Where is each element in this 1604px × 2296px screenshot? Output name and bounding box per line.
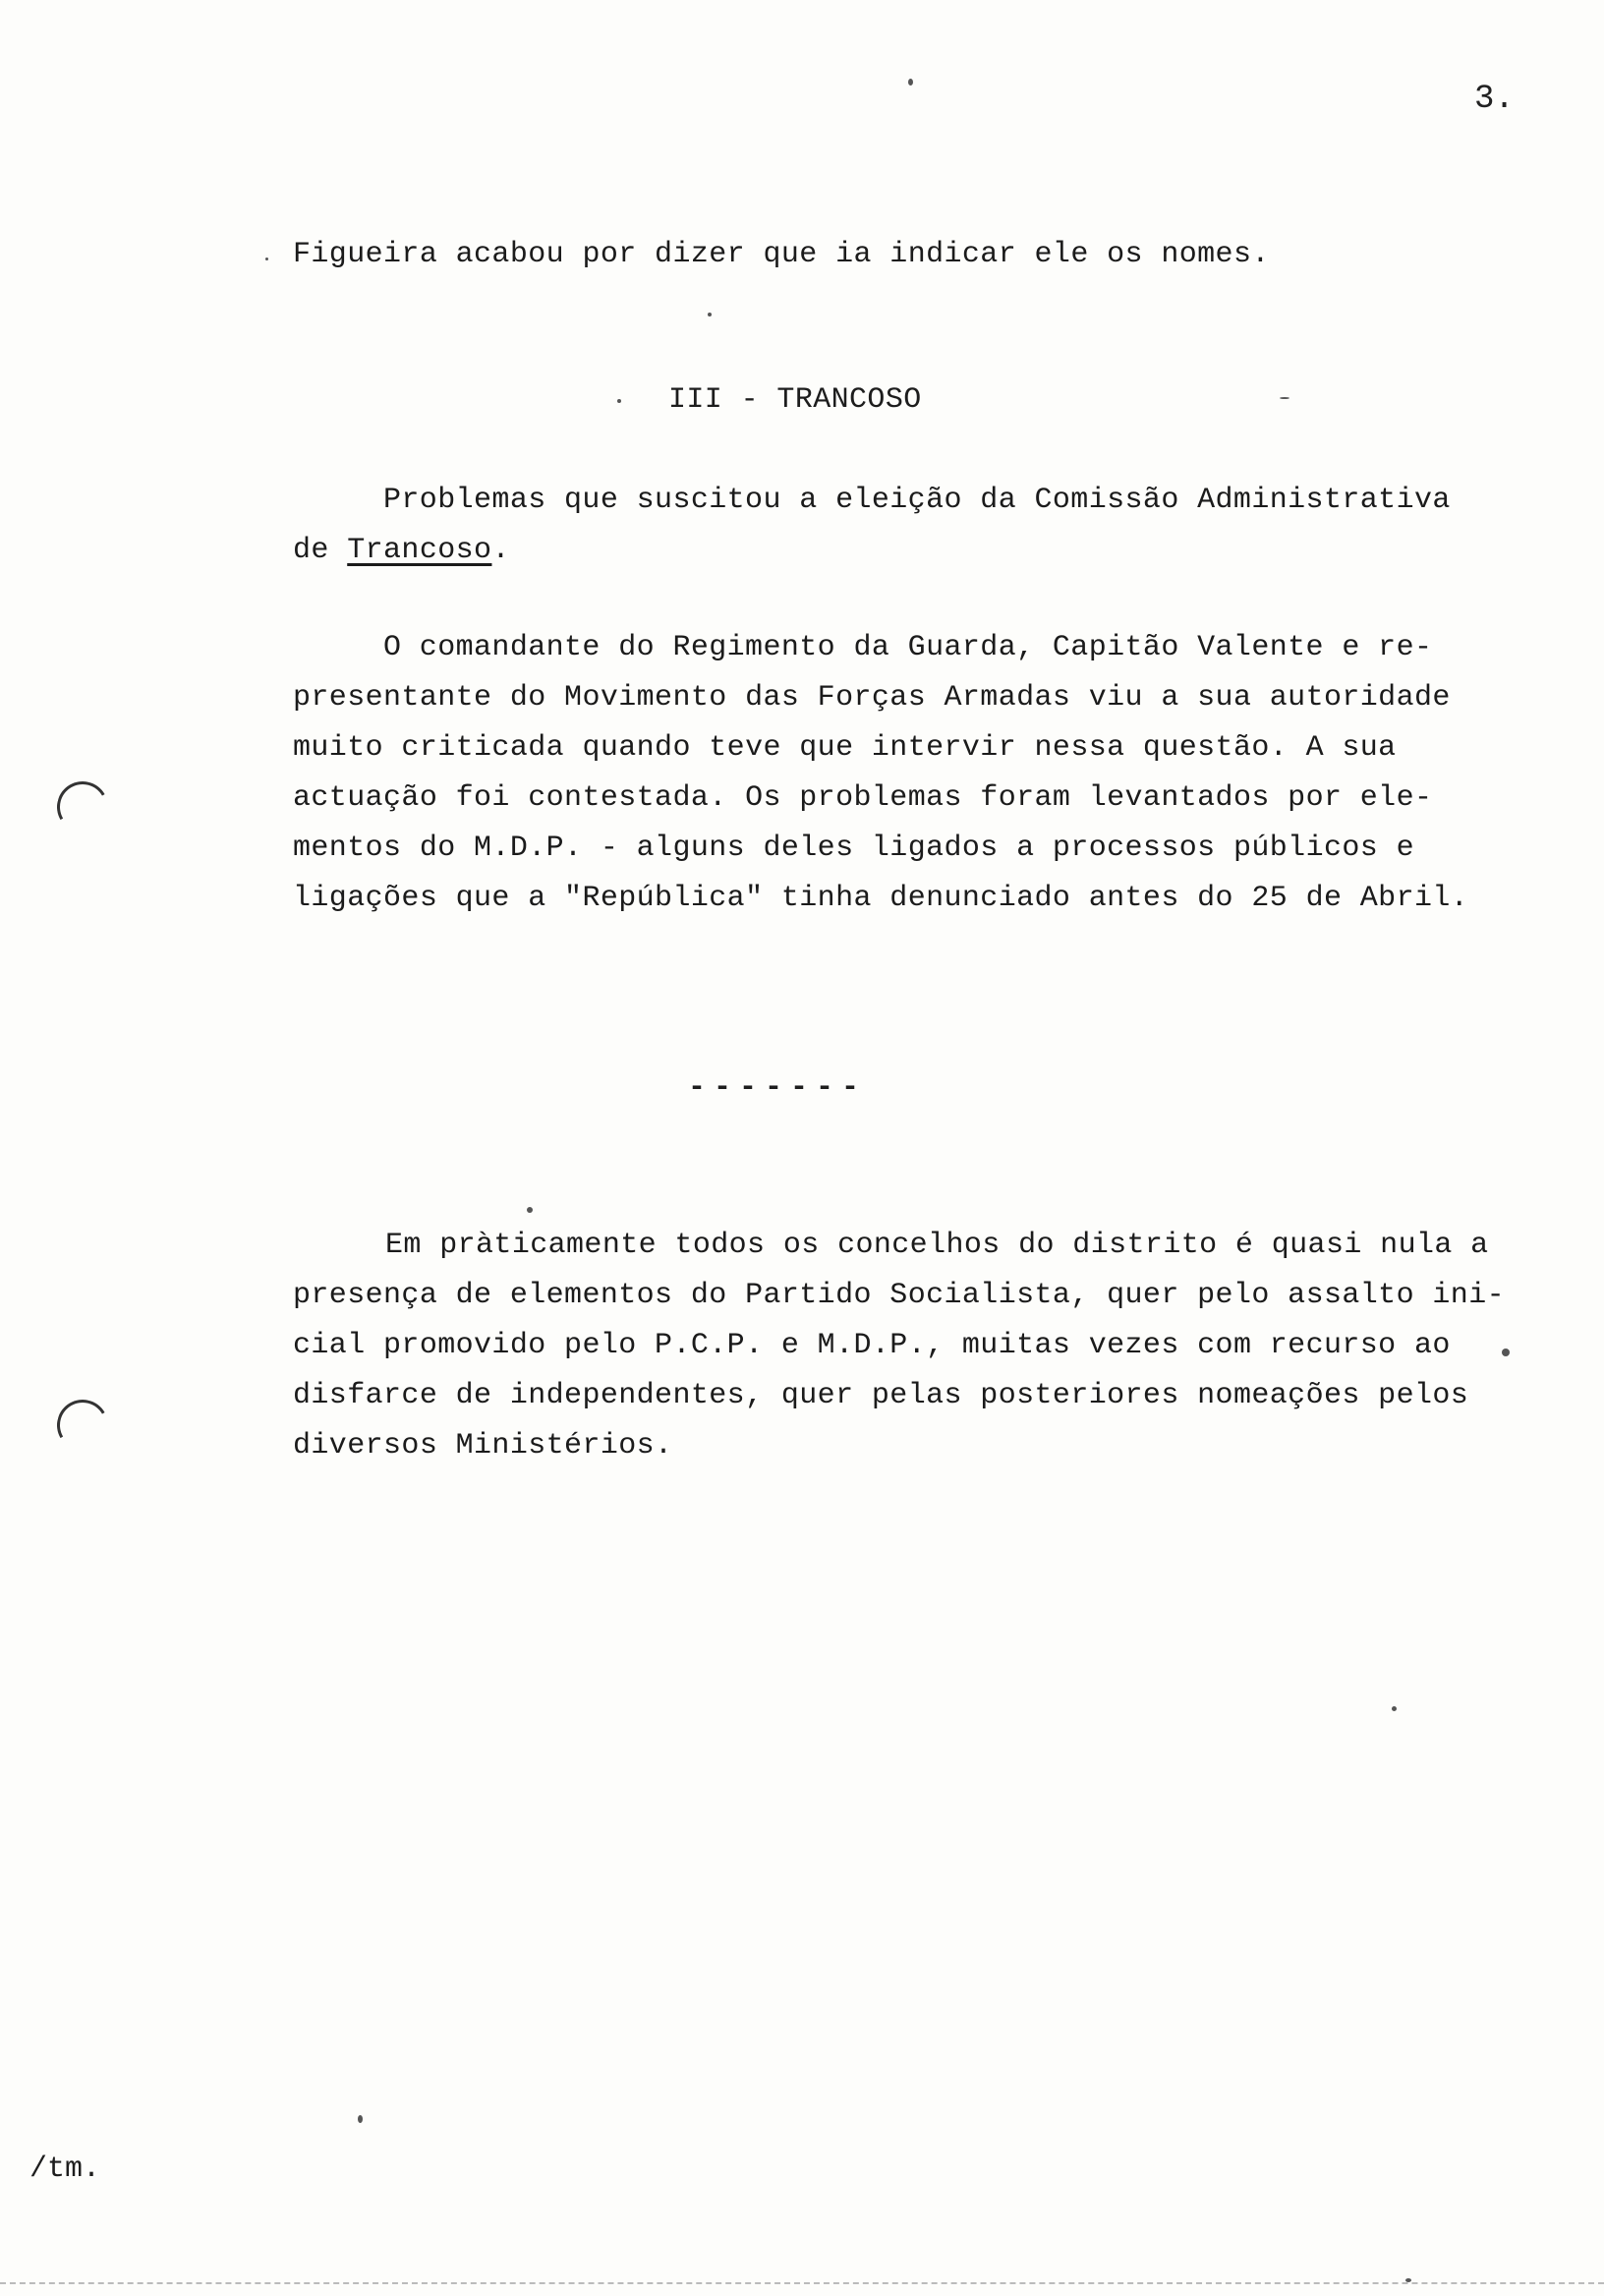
- paragraph-2-line: muito criticada quando teve que intervir nessa questão. A sua: [293, 731, 1397, 765]
- paragraph-2-line: mentos do M.D.P. - alguns deles ligados a processos públicos e: [293, 832, 1414, 865]
- paragraph-3-line: presença de elementos do Partido Socialista, quer pelo assalto ini-: [293, 1279, 1505, 1312]
- paragraph-1-line-1: Problemas que suscitou a eleição da Comissão Administrativa: [383, 484, 1451, 517]
- scan-speck: [265, 258, 268, 260]
- paragraph-2-line: ligações que a "República" tinha denunciado antes do 25 de Abril.: [293, 882, 1469, 915]
- scan-speck: [617, 399, 621, 403]
- scan-speck: [527, 1207, 533, 1213]
- typist-initials: /tm.: [29, 2152, 101, 2186]
- paragraph-1-line-2-prefix: de: [293, 534, 348, 567]
- paragraph-3-line: cial promovido pelo P.C.P. e M.D.P., muitas vezes com recurso ao: [293, 1329, 1451, 1362]
- paragraph-2-line: presentante do Movimento das Forças Armadas viu a sua autoridade: [293, 681, 1451, 715]
- paragraph-3-line: diversos Ministérios.: [293, 1429, 673, 1463]
- page-number: 3.: [1474, 81, 1515, 118]
- separator-dashes: -------: [688, 1071, 868, 1105]
- paragraph-3-line: Em pràticamente todos os concelhos do distrito é quasi nula a: [385, 1229, 1489, 1262]
- scan-speck: [1392, 1706, 1397, 1711]
- punch-hole-mark: [51, 1394, 114, 1457]
- section-heading: III - TRANCOSO: [668, 383, 922, 417]
- opening-line: Figueira acabou por dizer que ia indicar ele os nomes.: [293, 238, 1270, 271]
- scan-speck: [908, 79, 913, 86]
- paragraph-1: [293, 476, 1451, 576]
- paragraph-2-line: O comandante do Regimento da Guarda, Capitão Valente e re-: [383, 631, 1433, 664]
- scan-speck: [1502, 1349, 1510, 1356]
- paragraph-3: [293, 1221, 1505, 1471]
- paragraph-1-line-2: [293, 526, 1451, 576]
- scan-speck: [358, 2115, 363, 2123]
- punch-hole-mark: [51, 775, 114, 838]
- place-name-underlined: Trancoso: [347, 534, 492, 567]
- scan-speck: [1280, 397, 1289, 399]
- paragraph-2: [293, 623, 1468, 924]
- scan-speck: [708, 313, 712, 316]
- paragraph-1-line-2-suffix: .: [491, 534, 510, 567]
- paragraph-3-line: disfarce de independentes, quer pelas posteriores nomeações pelos: [293, 1379, 1469, 1412]
- paragraph-2-line: actuação foi contestada. Os problemas foram levantados por ele-: [293, 781, 1433, 815]
- scan-edge-line: [0, 2282, 1604, 2284]
